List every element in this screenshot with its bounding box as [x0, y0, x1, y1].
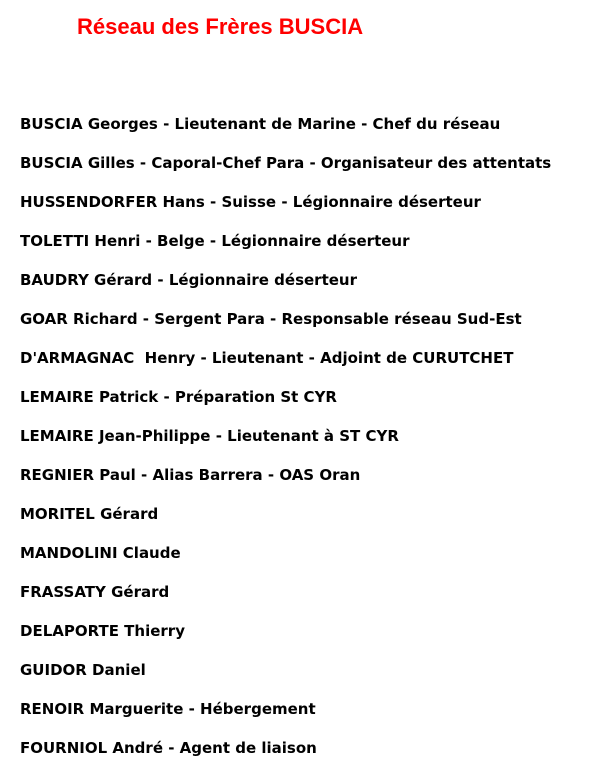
list-item: REGNIER Paul - Alias Barrera - OAS Oran: [20, 466, 361, 484]
list-item: RENOIR Marguerite - Hébergement: [20, 700, 316, 718]
list-item: BUSCIA Gilles - Caporal-Chef Para - Organisateur des attentats: [20, 154, 552, 172]
list-item: MORITEL Gérard: [20, 505, 159, 523]
page-title: Réseau des Frères BUSCIA: [77, 14, 364, 39]
list-item: TOLETTI Henri - Belge - Légionnaire déserteur: [20, 232, 410, 250]
list-item: LEMAIRE Jean-Philippe - Lieutenant à ST CYR: [20, 427, 399, 445]
list-item: GUIDOR Daniel: [20, 661, 146, 679]
list-item: D'ARMAGNAC Henry - Lieutenant - Adjoint de CURUTCHET: [20, 349, 514, 367]
list-item: GOAR Richard - Sergent Para - Responsable réseau Sud-Est: [20, 310, 522, 328]
list-item: LEMAIRE Patrick - Préparation St CYR: [20, 388, 337, 406]
member-list: [20, 113, 551, 776]
list-item: FRASSATY Gérard: [20, 583, 170, 601]
list-item: FOURNIOL André - Agent de liaison: [20, 739, 317, 757]
list-item: DELAPORTE Thierry: [20, 622, 185, 640]
list-item: MANDOLINI Claude: [20, 544, 181, 562]
list-item: BAUDRY Gérard - Légionnaire déserteur: [20, 271, 357, 289]
list-item: HUSSENDORFER Hans - Suisse - Légionnaire déserteur: [20, 193, 481, 211]
list-item: BUSCIA Georges - Lieutenant de Marine - Chef du réseau: [20, 115, 501, 133]
